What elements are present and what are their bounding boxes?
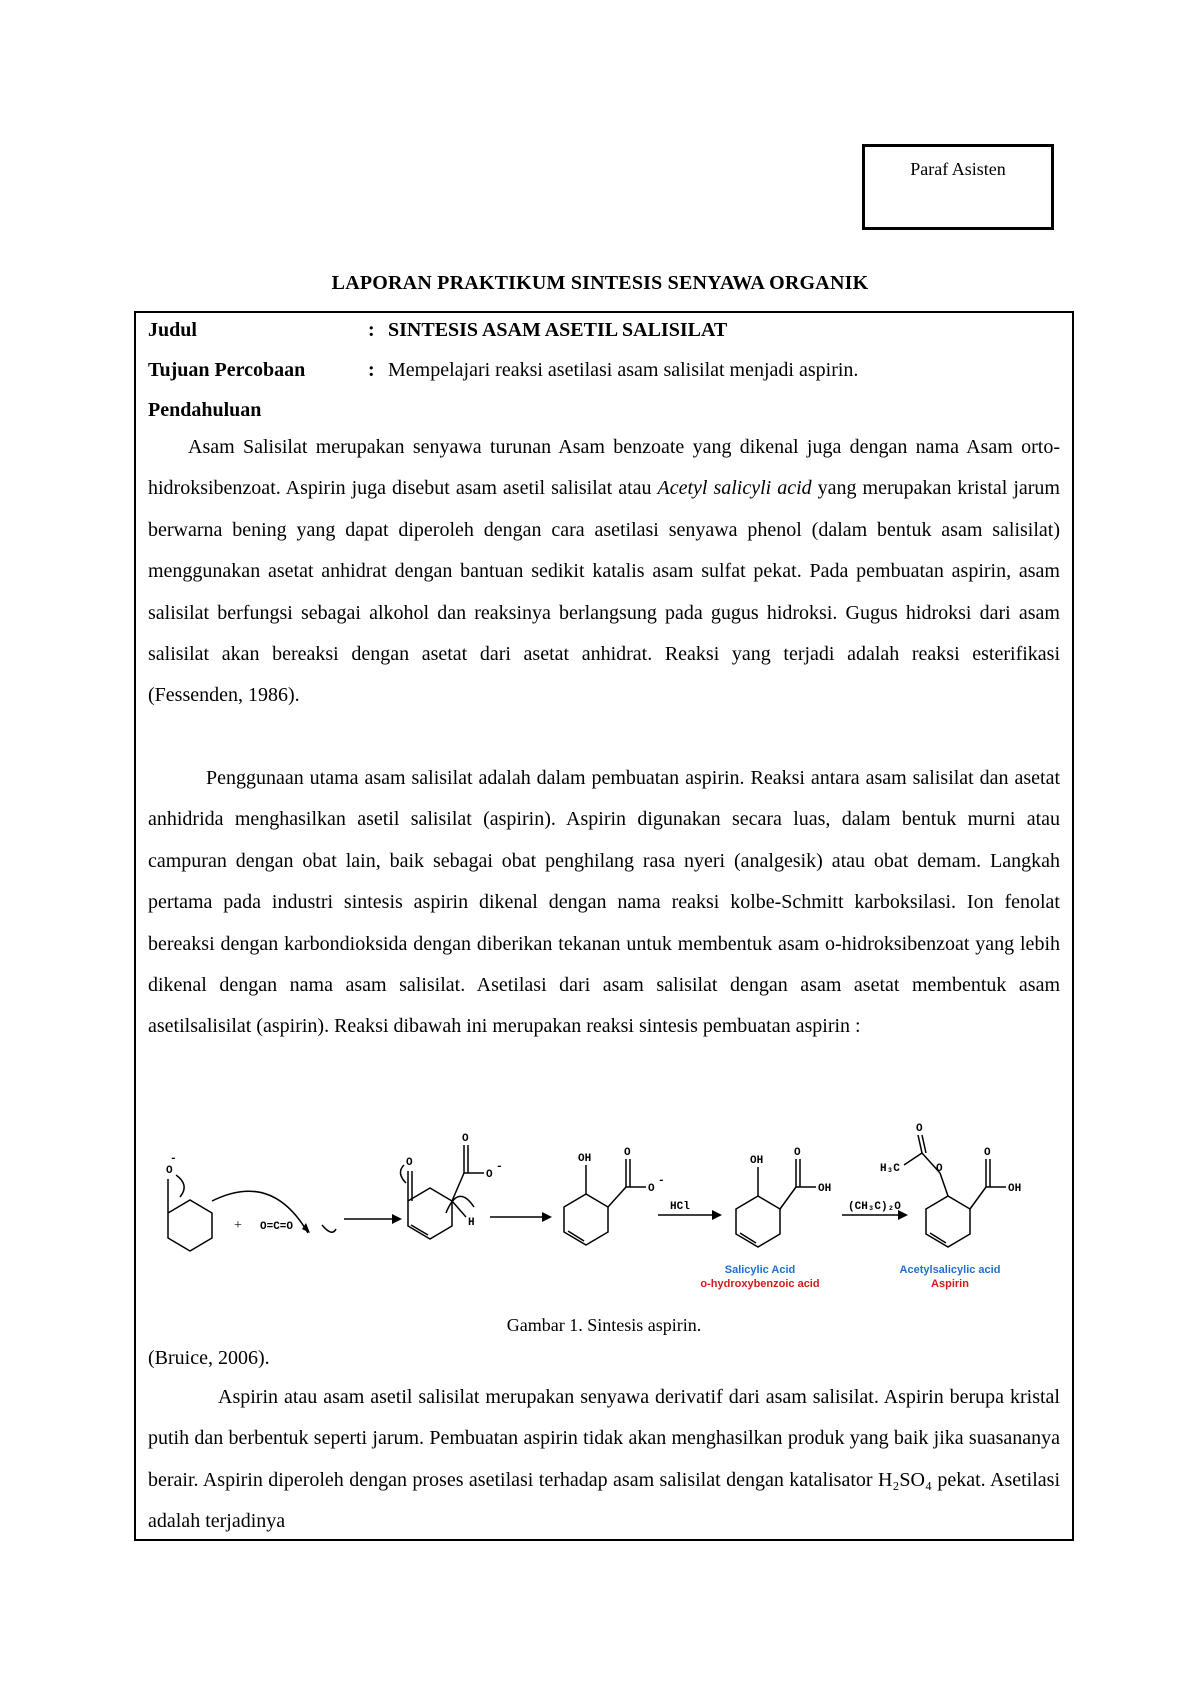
- reagent-hcl: HCl: [670, 1201, 690, 1213]
- aspirin-methyl: H₃C: [880, 1163, 900, 1175]
- tujuan-value: Mempelajari reaksi asetilasi asam salisilat menjadi aspirin.: [388, 359, 859, 381]
- reaction-arrow-hcl-head: [712, 1210, 722, 1220]
- salicylate-carbonyl-o: O: [624, 1147, 631, 1159]
- salicylate-ring: [564, 1194, 608, 1245]
- salicylate-charge: -: [658, 1175, 665, 1187]
- product2-alt-name: Aspirin: [931, 1278, 969, 1290]
- paragraph-1: [148, 427, 1060, 717]
- plus-sign: +: [234, 1218, 242, 1233]
- co2-curved-arrow: [322, 1225, 336, 1232]
- figure-citation: (Bruice, 2006).: [148, 1347, 270, 1369]
- reaction-arrow-1-head: [392, 1214, 402, 1224]
- section-heading-pendahuluan: Pendahuluan: [148, 399, 262, 421]
- salicylic-acid-ring: [736, 1196, 780, 1247]
- aspirin-ester-carbonyl-o: O: [916, 1123, 923, 1135]
- aspirin-ring: [926, 1196, 970, 1247]
- salicylate-o: O: [648, 1183, 655, 1195]
- salicylic-acid-oh-2: OH: [818, 1183, 832, 1195]
- intermediate-charge: -: [496, 1161, 503, 1173]
- paragraph-3: [148, 1377, 1060, 1541]
- judul-label: Judul: [148, 319, 197, 341]
- salicylic-acid-oh: OH: [750, 1155, 764, 1167]
- intermediate-ketone-o: O: [406, 1157, 413, 1169]
- figure-caption: Gambar 1. Sintesis aspirin.: [506, 1315, 702, 1335]
- product2-name: Acetylsalicylic acid: [899, 1264, 1001, 1276]
- salicylate-oh: OH: [578, 1153, 592, 1165]
- paragraph-2: Penggunaan utama asam salisilat adalah dalam pembuatan aspirin. Reaksi antara asam salisilat dan asetat anhidrida menghasilkan asetil salisilat (aspirin). Aspirin digunakan secara luas, dalam bentuk murni atau campuran dengan obat lain, baik sebagai obat penghilang rasa nyeri (analgesik) atau obat demam. Langkah pertama pada industri sintesis aspirin dikenal dengan nama reaksi kolbe-Schmitt karboksilasi. Ion fenolat bereaksi dengan karbondioksida dengan diberikan tekanan untuk membentuk asam o-hidroksibenzoat yang lebih dikenal dengan nama asam salisilat. Asetilasi dari asam salisilat dengan asam asetat membentuk asam asetilsalisilat (aspirin). Reaksi dibawah ini merupakan reaksi sintesis pembuatan aspirin :: [148, 767, 1060, 1038]
- aspirin-oh: OH: [1008, 1183, 1022, 1195]
- paragraph-3-formula: H₂SO₄: [877, 1468, 932, 1491]
- salicylic-acid-carbonyl-o: O: [794, 1147, 801, 1159]
- product1-name: Salicylic Acid: [724, 1264, 796, 1276]
- phenoxide-curved-arrow: [176, 1175, 184, 1197]
- phenoxide-ring: [168, 1200, 212, 1251]
- paragraph-1-text-a: Asam Salisilat merupakan senyawa turunan Asam benzoate yang dikenal juga dengan nama Asam orto-hidroksibenzoat. Aspirin juga disebut asam asetil salisilat atau: [148, 436, 1060, 500]
- phenoxide-charge: -: [170, 1153, 177, 1165]
- product1-alt-name: o-hydroxybenzoic acid: [700, 1278, 820, 1290]
- paraf-asisten-label: Paraf Asisten: [910, 159, 1006, 179]
- page-title: LAPORAN PRAKTIKUM SINTESIS SENYAWA ORGANIK: [331, 272, 869, 294]
- tujuan-colon: :: [368, 359, 375, 381]
- paragraph-1-text-b: yang merupakan kristal jarum berwarna bening yang dapat diperoleh dengan cara asetilasi senyawa phenol (dalam bentuk asam salisilat) menggunakan asetat anhidrat dengan bantuan sedikit katalis asam sulfat pekat. Pada pembuatan aspirin, asam salisilat berfungsi sebagai alkohol dan reaksinya berlangsung pada gugus hidroksi. Gugus hidroksi dari asam salisilat akan bereaksi dengan asetat dari asetat anhidrat. Reaksi yang terjadi adalah reaksi esterifikasi (Fessenden, 1986).: [148, 477, 1060, 707]
- report-content-box: [134, 311, 1074, 1541]
- co2-molecule: O=C=O: [260, 1221, 294, 1233]
- judul-colon: :: [368, 319, 375, 341]
- reaction-arrow-2-head: [542, 1212, 552, 1222]
- reaction-scheme: [146, 1117, 1066, 1317]
- aspirin-carbonyl-o: O: [984, 1147, 991, 1159]
- intermediate-carboxylate-o: O: [486, 1169, 493, 1181]
- intermediate-h: H: [468, 1217, 475, 1229]
- intermediate-ring: [408, 1188, 452, 1239]
- paragraph-1-italic: Acetyl salicyli acid: [657, 477, 812, 500]
- reagent-anhydride: (CH₃C)₂O: [848, 1201, 901, 1213]
- judul-value: SINTESIS ASAM ASETIL SALISILAT: [388, 319, 728, 341]
- phenoxide-o: O: [166, 1165, 173, 1177]
- paragraph-3-text-a: Aspirin atau asam asetil salisilat merupakan senyawa derivatif dari asam salisilat. Aspirin berupa kristal putih dan berbentuk seperti jarum. Pembuatan aspirin tidak akan menghasilkan produk yang baik jika suasananya berair. Aspirin diperoleh dengan proses asetilasi terhadap asam salisilat dengan katalisator: [148, 1386, 1060, 1491]
- tujuan-label: Tujuan Percobaan: [148, 359, 306, 381]
- aspirin-synthesis-figure: [146, 1117, 1066, 1335]
- paraf-asisten-box: [862, 144, 1054, 230]
- aspirin-ester-o: O: [936, 1163, 943, 1175]
- intermediate-carbonyl-o: O: [462, 1133, 469, 1145]
- paragraph-3-text-b: pekat. Asetilasi adalah terjadinya: [148, 1468, 1060, 1533]
